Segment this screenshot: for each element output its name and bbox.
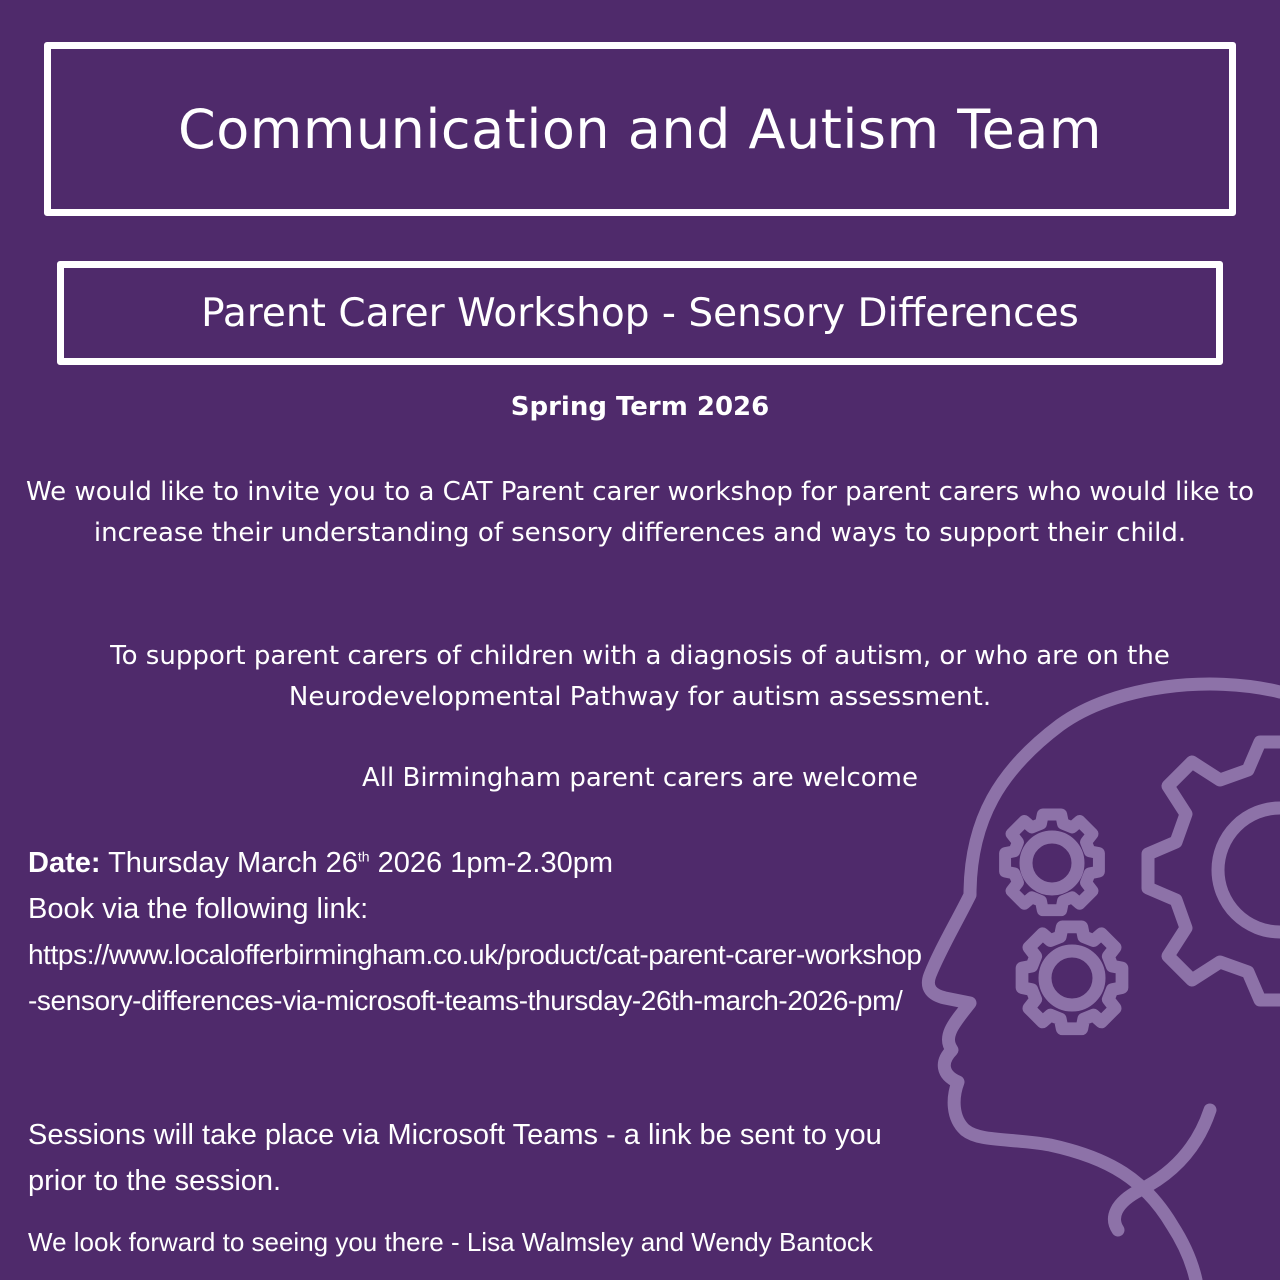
- date-label: Date:: [28, 847, 101, 879]
- sessions-note: Sessions will take place via Microsoft Teams - a link be sent to you prior to the session.: [28, 1119, 882, 1197]
- audience-paragraph: To support parent carers of children with a diagnosis of autism, or who are on the Neurodevelopmental Pathway for autism assessment.: [110, 641, 1170, 712]
- head-with-gears-icon: [900, 670, 1280, 1280]
- intro-paragraph: We would like to invite you to a CAT Parent carer workshop for parent carers who would like to increase their understanding of sensory differences and ways to support their child.: [26, 477, 1254, 548]
- date-prefix: Thursday March 26: [108, 847, 358, 879]
- date-rest: 2026 1pm-2.30pm: [377, 847, 614, 879]
- title-box: [44, 42, 1236, 216]
- booking-label: Book via the following link:: [28, 893, 369, 925]
- page-title: Communication and Autism Team: [177, 97, 1102, 161]
- workshop-subtitle: Parent Carer Workshop - Sensory Differences: [201, 290, 1079, 336]
- event-date: [28, 840, 928, 886]
- date-suffix: th: [357, 848, 370, 865]
- booking-link[interactable]: https://www.localofferbirmingham.co.uk/product/cat-parent-carer-workshop-sensory-differences-via-microsoft-teams-thursday-26th-march-2026-pm/: [28, 939, 922, 1016]
- term-heading: Spring Term 2026: [510, 392, 770, 422]
- signoff: We look forward to seeing you there - Lisa Walmsley and Wendy Bantock: [28, 1227, 873, 1257]
- welcome-line: All Birmingham parent carers are welcome: [362, 763, 918, 793]
- subtitle-box: [57, 261, 1223, 365]
- event-details: [28, 840, 928, 1024]
